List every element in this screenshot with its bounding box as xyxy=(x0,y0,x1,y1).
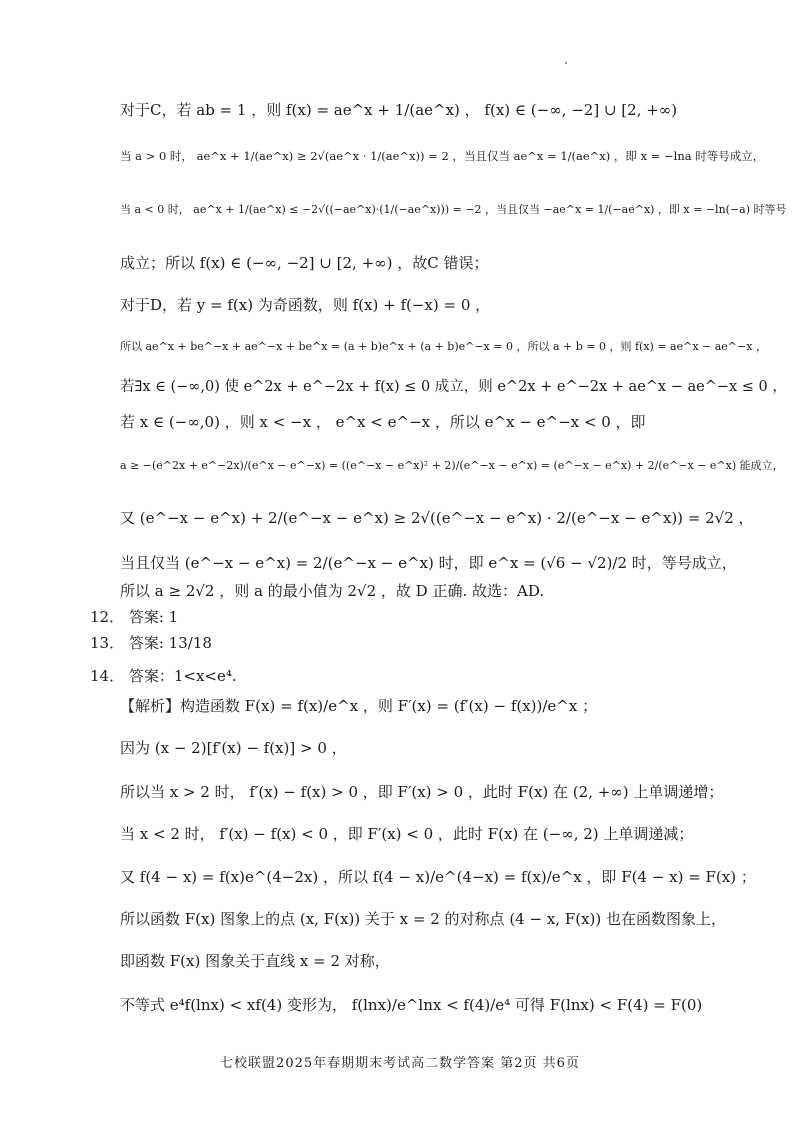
text-line: 若∃x ∈ (−∞,0) 使 e^2x + e^−2x + f(x) ≤ 0 成立，则 e^2x + e^−2x + ae^x − ae^−x ≤ 0 ， xyxy=(120,379,787,395)
text-line: 当 x < 2 时， f′(x) − f(x) < 0 ，即 F′(x) < 0 ，此时 F(x) 在 (−∞, 2) 上单调递减； xyxy=(120,825,694,843)
text-line: 当 a < 0 时， ae^x + 1/(ae^x) ≤ −2√((−ae^x)·(1/(−ae^x))) = −2 ，当且仅当 −ae^x = 1/(−ae^x) ，即 x = −ln(−a) 时等号 xyxy=(120,203,787,216)
text-line: 对于C，若 ab = 1 ，则 f(x) = ae^x + 1/(ae^x) ， f(x) ∈ (−∞, −2] ∪ [2, +∞) xyxy=(120,101,678,119)
text-line: 又 f(4 − x) = f(x)e^(4−2x) ，所以 f(4 − x)/e^(4−x) = f(x)/e^x ，即 F(4 − x) = F(x) ； xyxy=(120,868,756,886)
answer-13: 13． 答案: 13/18 xyxy=(90,634,212,652)
text-line: 所以函数 F(x) 图象上的点 (x, F(x)) 关于 x = 2 的对称点 (4 − x, F(x)) 也在函数图象上， xyxy=(120,910,727,928)
text-line: 所以 ae^x + be^−x + ae^−x + be^x = (a + b)e^x + (a + b)e^−x = 0 ，所以 a + b = 0 ，则 f(x) = ae^x − ae^−x ， xyxy=(120,340,767,353)
text-line: 当 a > 0 时， ae^x + 1/(ae^x) ≥ 2√(ae^x · 1/(ae^x)) = 2 ，当且仅当 ae^x = 1/(ae^x) ，即 x = −lna 时等号成立， xyxy=(120,149,765,163)
text-line: 若 x ∈ (−∞,0) ，则 x < −x ， e^x < e^−x ，所以 e^x − e^−x < 0 ，即 xyxy=(120,413,646,431)
text-line: 成立；所以 f(x) ∈ (−∞, −2] ∪ [2, +∞) ，故C 错误； xyxy=(120,254,489,272)
text-line: 当且仅当 (e^−x − e^x) = 2/(e^−x − e^x) 时，即 e^x = (√6 − √2)/2 时，等号成立， xyxy=(120,554,737,572)
analysis-heading-line: 【解析】构造函数 F(x) = f(x)/e^x ，则 F′(x) = (f′(x) − f(x))/e^x ； xyxy=(120,697,598,715)
scan-speck xyxy=(565,62,567,64)
text-line: 所以当 x > 2 时， f′(x) − f(x) > 0 ，即 F′(x) > 0 ，此时 F(x) 在 (2, +∞) 上单调递增； xyxy=(120,783,724,801)
page-footer: 七校联盟2025年春期期末考试高二数学答案 第2页 共6页 xyxy=(220,1056,580,1071)
text-line: 不等式 e⁴f(lnx) < xf(4) 变形为， f(lnx)/e^lnx < f(4)/e⁴ 可得 F(lnx) < F(4) = F(0) xyxy=(120,996,703,1014)
text-line: 即函数 F(x) 图象关于直线 x = 2 对称， xyxy=(120,952,390,970)
text-line: a ≥ −(e^2x + e^−2x)/(e^x − e^−x) = ((e^−x − e^x)² + 2)/(e^−x − e^x) = (e^−x − e^x) + 2/(e^−x − e^x) 能成立， xyxy=(120,459,784,472)
text-line: 又 (e^−x − e^x) + 2/(e^−x − e^x) ≥ 2√((e^−x − e^x) · 2/(e^−x − e^x)) = 2√2 ， xyxy=(120,509,754,527)
text-line: 所以 a ≥ 2√2 ，则 a 的最小值为 2√2 ，故 D 正确. 故选：AD. xyxy=(120,582,545,600)
answer-14: 14． 答案：1<x<e⁴. xyxy=(90,667,237,685)
text-line: 对于D，若 y = f(x) 为奇函数，则 f(x) + f(−x) = 0 ， xyxy=(120,296,491,314)
answer-12: 12． 答案: 1 xyxy=(90,608,179,626)
text-line: 因为 (x − 2)[f′(x) − f(x)] > 0 ， xyxy=(120,739,347,757)
